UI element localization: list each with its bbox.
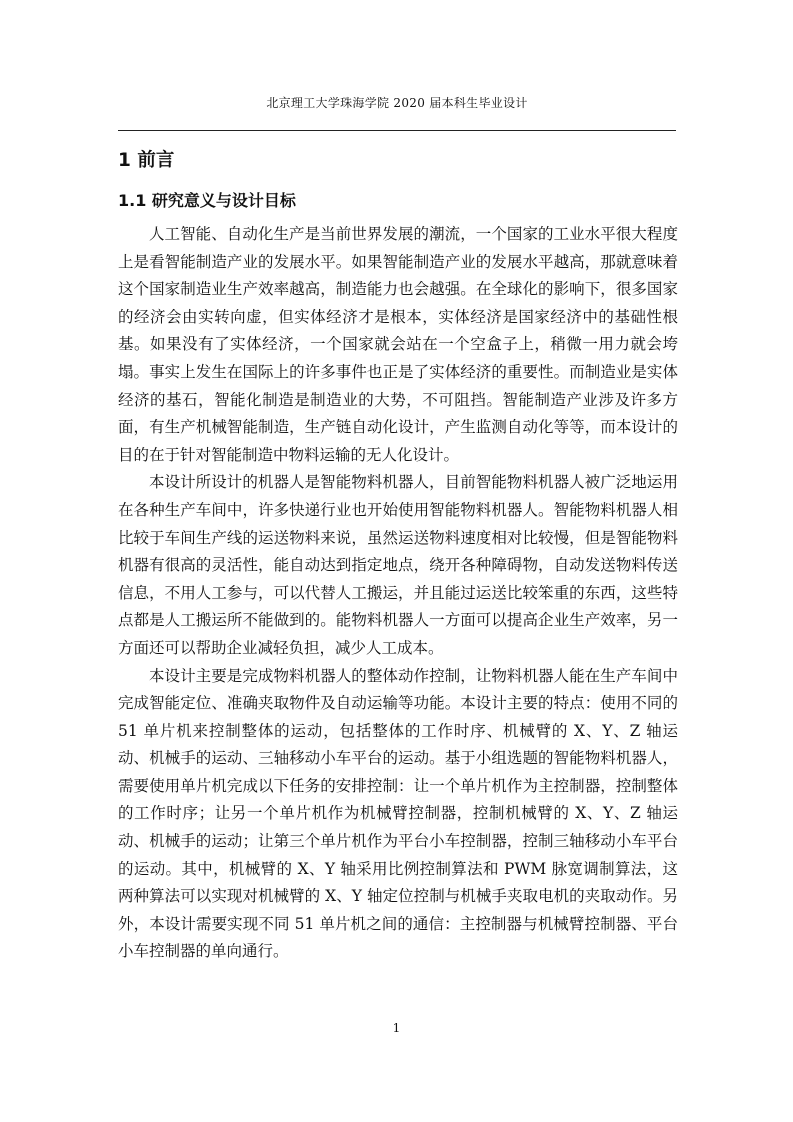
body-text [118, 221, 678, 966]
chapter-title: 1 前言 [118, 150, 175, 171]
page-number: 1 [392, 1021, 401, 1035]
paragraph-3: 本设计主要是完成物料机器人的整体动作控制，让物料机器人能在生产车间中完成智能定位、准确夹取物件及自动运输等功能。本设计主要的特点：使用不同的 51 单片机来控制整体的运动，包括整体的工作时序、机械臂的 X、Y、Z 轴运动、机械手的运动、三轴移动小车平台的运动。基于小组选题的智能物料机器人，需要使用单片机完成以下任务的安排控制：让一个单片机作为主控制器，控制整体的工作时序；让另一个单片机作为机械臂控制器，控制机械臂的 X、Y、Z 轴运动、机械手的运动；让第三个单片机作为平台小车控制器，控制三轴移动小车平台的运动。其中，机械臂的 X、Y 轴采用比例控制算法和 PWM 脉宽调制算法，这两种算法可以实现对机械臂的 X、Y 轴定位控制与机械手夹取电机的夹取动作。另外，本设计需要实现不同 51 单片机之间的通信：主控制器与机械臂控制器、平台小车控制器的单向通行。 [118, 666, 678, 961]
paragraph-1: 人工智能、自动化生产是当前世界发展的潮流，一个国家的工业水平很大程度上是看智能制造产业的发展水平。如果智能制造产业的发展水平越高，那就意味着这个国家制造业生产效率越高，制造能力也会越强。在全球化的影响下，很多国家的经济会由实转向虚，但实体经济才是根本，实体经济是国家经济中的基础性根基。如果没有了实体经济，一个国家就会站在一个空盒子上，稍微一用力就会垮塌。事实上发生在国际上的许多事件也正是了实体经济的重要性。而制造业是实体经济的基石，智能化制造是制造业的大势，不可阻挡。智能制造产业涉及许多方面，有生产机械智能制造，生产链自动化设计，产生监测自动化等等，而本设计的目的在于针对智能制造中物料运输的无人化设计。 [118, 225, 678, 464]
paragraph-2: 本设计所设计的机器人是智能物料机器人，目前智能物料机器人被广泛地运用在各种生产车间中，许多快递行业也开始使用智能物料机器人。智能物料机器人相比较于车间生产线的运送物料来说，虽然运送物料速度相对比较慢，但是智能物料机器有很高的灵活性，能自动达到指定地点，绕开各种障碍物，自动发送物料传送信息，不用人工参与，可以代替人工搬运，并且能过运送比较笨重的东西，这些特点都是人工搬运所不能做到的。能物料机器人一方面可以提高企业生产效率，另一方面还可以帮助企业减轻负担，减少人工成本。 [118, 473, 678, 657]
running-header: 北京理工大学珠海学院 2020 届本科生毕业设计 [266, 96, 528, 110]
section-title: 1.1 研究意义与设计目标 [118, 191, 296, 210]
header-divider [118, 130, 676, 131]
